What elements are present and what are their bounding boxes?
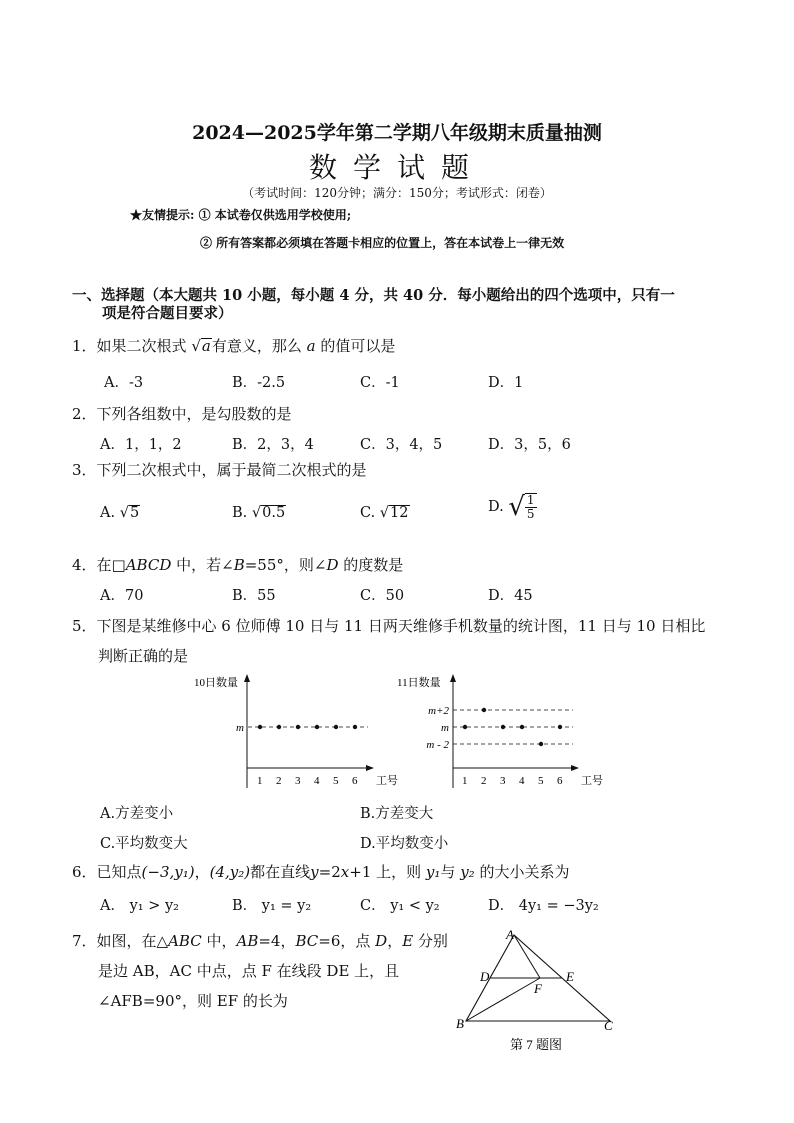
section-heading-line2: 项是符合题目要求）	[102, 305, 233, 322]
q4-option-b: B．55	[232, 588, 276, 604]
q7-j: E	[402, 932, 414, 950]
q6-option-d: D． 4y₁ = −3y₂	[488, 898, 599, 914]
chart1-point	[315, 725, 319, 729]
q7-d: AB	[236, 932, 259, 950]
chart2-point	[501, 725, 505, 729]
chart1-xtick: 1	[257, 775, 263, 787]
chart1-point	[334, 725, 338, 729]
chart2-ytick: m	[441, 722, 449, 734]
q2-option-c: C．3，4，5	[360, 437, 443, 453]
q6-point1: (−3,y₁)	[141, 863, 195, 881]
q6-p5: 都在直线	[250, 863, 311, 881]
q1-option-a: A．-3	[104, 375, 144, 391]
q1-var: a	[306, 337, 316, 355]
chart-day10	[190, 670, 398, 795]
chart2-y-arrow	[450, 674, 456, 682]
chart-day11	[395, 670, 615, 795]
chart2-point	[558, 725, 562, 729]
chart1-point	[296, 725, 300, 729]
q7-k: 分别	[413, 932, 448, 950]
q3-fraction	[525, 493, 537, 521]
q4-parallelogram: □ABCD	[111, 556, 172, 574]
triangle-figure	[448, 925, 628, 1060]
question-7-line2: 是边 AB，AC 中点，点 F 在线段 DE 上，且	[98, 962, 400, 980]
chart1-xtick: 6	[352, 775, 358, 787]
q6-p8: x	[340, 863, 350, 881]
chart2-xtick: 6	[557, 775, 563, 787]
question-5-line1: 5．下图是某维修中心 6 位师傅 10 日与 11 日两天维修手机数量的统计图，11 日与 10 日相比	[72, 617, 706, 635]
q6-option-a: A． y₁ > y₂	[100, 898, 179, 914]
q1-pre: 1．如果二次根式	[72, 337, 192, 355]
q6-p7: =2	[318, 863, 341, 881]
chart2-xlabel: 工号	[581, 775, 603, 787]
question-5-line2: 判断正确的是	[98, 647, 189, 665]
chart2-xtick: 3	[500, 775, 506, 787]
q4-option-a: A．70	[100, 588, 144, 604]
q4-p6: D	[326, 556, 339, 574]
chart1-xlabel: 工号	[376, 775, 398, 787]
label-c: C	[604, 1018, 613, 1033]
q1-mid: 有意义，那么	[211, 337, 307, 355]
q5-option-c: C.平均数变大	[100, 836, 188, 852]
tip-label: ★友情提示:	[130, 208, 195, 222]
tip-2: ② 所有答案都必须填在答题卡相应的位置上，答在本试卷上一律无效	[200, 236, 565, 250]
q4-p4: B	[233, 556, 245, 574]
q3-frac-num: 1	[526, 493, 535, 507]
chart2-point	[482, 708, 486, 712]
q3-frac-den: 5	[526, 507, 535, 521]
q6-option-c: C． y₁ < y₂	[360, 898, 440, 914]
chart2-ytick: m - 2	[426, 739, 449, 751]
chart1-xtick: 4	[314, 775, 320, 787]
q4-p7: 的度数是	[338, 556, 404, 574]
q7-c: 中，	[201, 932, 237, 950]
chart2-xtick: 1	[462, 775, 468, 787]
chart1-point	[258, 725, 262, 729]
chart2-ytick: m+2	[428, 705, 449, 717]
q6-p1: 6．已知点	[72, 863, 142, 881]
chart2-point	[539, 742, 543, 746]
chart1-xtick: 2	[276, 775, 282, 787]
label-d: D	[480, 969, 490, 984]
q3-label-c: C.	[360, 505, 376, 521]
q5-option-d: D.平均数变小	[360, 836, 449, 852]
q3-label-d: D.	[488, 499, 504, 515]
chart1-point	[353, 725, 357, 729]
chart2-xtick: 5	[538, 775, 544, 787]
q3-option-b: B. √0.5	[232, 505, 286, 521]
chart1-point	[277, 725, 281, 729]
label-e: E	[566, 969, 574, 984]
q1-option-b: B．-2.5	[232, 375, 286, 391]
q4-p3: 中，若∠	[171, 556, 234, 574]
q6-point2: (4,y₂)	[209, 863, 251, 881]
segment-af	[514, 935, 540, 978]
q2-option-d: D．3，5，6	[488, 437, 571, 453]
q5-option-b: B.方差变大	[360, 806, 434, 822]
chart1-ytick: m	[236, 722, 244, 734]
q6-p10: y₁	[425, 863, 441, 881]
question-7-line3: ∠AFB=90°，则 EF 的长为	[98, 992, 288, 1010]
q7-i: ，	[387, 932, 403, 950]
q7-h: D	[375, 932, 388, 950]
label-a: A	[506, 927, 514, 942]
label-f: F	[534, 981, 542, 996]
chart2-xtick: 4	[519, 775, 525, 787]
subject-title: 数学试题	[308, 151, 485, 184]
q6-option-b: B． y₁ = y₂	[232, 898, 312, 914]
chart1-xtick: 5	[333, 775, 339, 787]
chart1-ylabel: 10日数量	[194, 677, 238, 689]
q1-option-c: C．-1	[360, 375, 400, 391]
q3-radicand-a: 5	[129, 505, 140, 521]
q2-option-a: A．1，1，2	[100, 437, 182, 453]
q4-option-d: D．45	[488, 588, 533, 604]
chart2-point	[463, 725, 467, 729]
question-7-line1	[72, 930, 448, 951]
chart1-x-arrow	[366, 765, 374, 771]
q1-radicand: a	[201, 337, 211, 355]
chart1-y-arrow	[244, 674, 250, 682]
question-4-stem	[72, 554, 403, 575]
q3-label-b: B.	[232, 505, 248, 521]
q6-p12: y₂	[460, 863, 475, 881]
chart1-xtick: 3	[295, 775, 301, 787]
q1-option-d: D．1	[488, 375, 524, 391]
q7-f: BC	[295, 932, 319, 950]
q6-p9: +1 上，则	[349, 863, 426, 881]
chart2-xtick: 2	[481, 775, 487, 787]
exam-info: （考试时间：120分钟；满分：150分；考试形式：闭卷）	[242, 186, 552, 200]
sqrt-a: √a	[191, 337, 211, 355]
question-6-stem	[72, 861, 569, 882]
q6-p6: y	[310, 863, 319, 881]
q7-e: =4，	[258, 932, 296, 950]
tip-line-1	[130, 206, 351, 223]
q3-option-d: D. √ $\frac{1}{5}$	[488, 492, 535, 522]
question-3-stem: 3．下列二次根式中，属于最简二次根式的是	[72, 461, 367, 479]
chart2-x-arrow	[571, 765, 579, 771]
label-b: B	[456, 1016, 464, 1031]
q4-option-c: C．50	[360, 588, 405, 604]
q1-post: 的值可以是	[315, 337, 396, 355]
q3-option-c: C. √12	[360, 505, 409, 521]
q3-label-a: A.	[100, 505, 116, 521]
q7-b: ABC	[168, 932, 202, 950]
segment-bf	[466, 978, 540, 1021]
exam-title: 2024—2025学年第二学期八年级期末质量抽测	[192, 122, 602, 144]
tip-1: ① 本试卷仅供选用学校使用;	[198, 208, 352, 222]
q3-radicand-c: 12	[390, 505, 409, 521]
q5-option-a: A.方差变小	[100, 806, 174, 822]
q6-p11: 与	[440, 863, 461, 881]
question-2-stem: 2．下列各组数中，是勾股数的是	[72, 405, 292, 423]
q3-option-a: A. √5	[100, 505, 140, 521]
q6-p13: 的大小关系为	[474, 863, 570, 881]
section-heading-line1: 一、选择题（本大题共 10 小题，每小题 4 分，共 40 分．每小题给出的四个选项中，只有一	[72, 287, 675, 304]
chart2-ylabel: 11日数量	[397, 677, 441, 689]
q4-p1: 4．在	[72, 556, 112, 574]
figure-caption: 第 7 题图	[510, 1037, 563, 1052]
q4-p5: =55°，则∠	[244, 556, 327, 574]
question-1-stem	[72, 335, 395, 356]
q7-g: =6，点	[318, 932, 376, 950]
q7-a: 7．如图，在△	[72, 932, 169, 950]
chart2-point	[520, 725, 524, 729]
q3-radicand-b: 0.5	[262, 505, 286, 521]
q2-option-b: B．2，3，4	[232, 437, 314, 453]
q6-p3: ，	[194, 863, 210, 881]
